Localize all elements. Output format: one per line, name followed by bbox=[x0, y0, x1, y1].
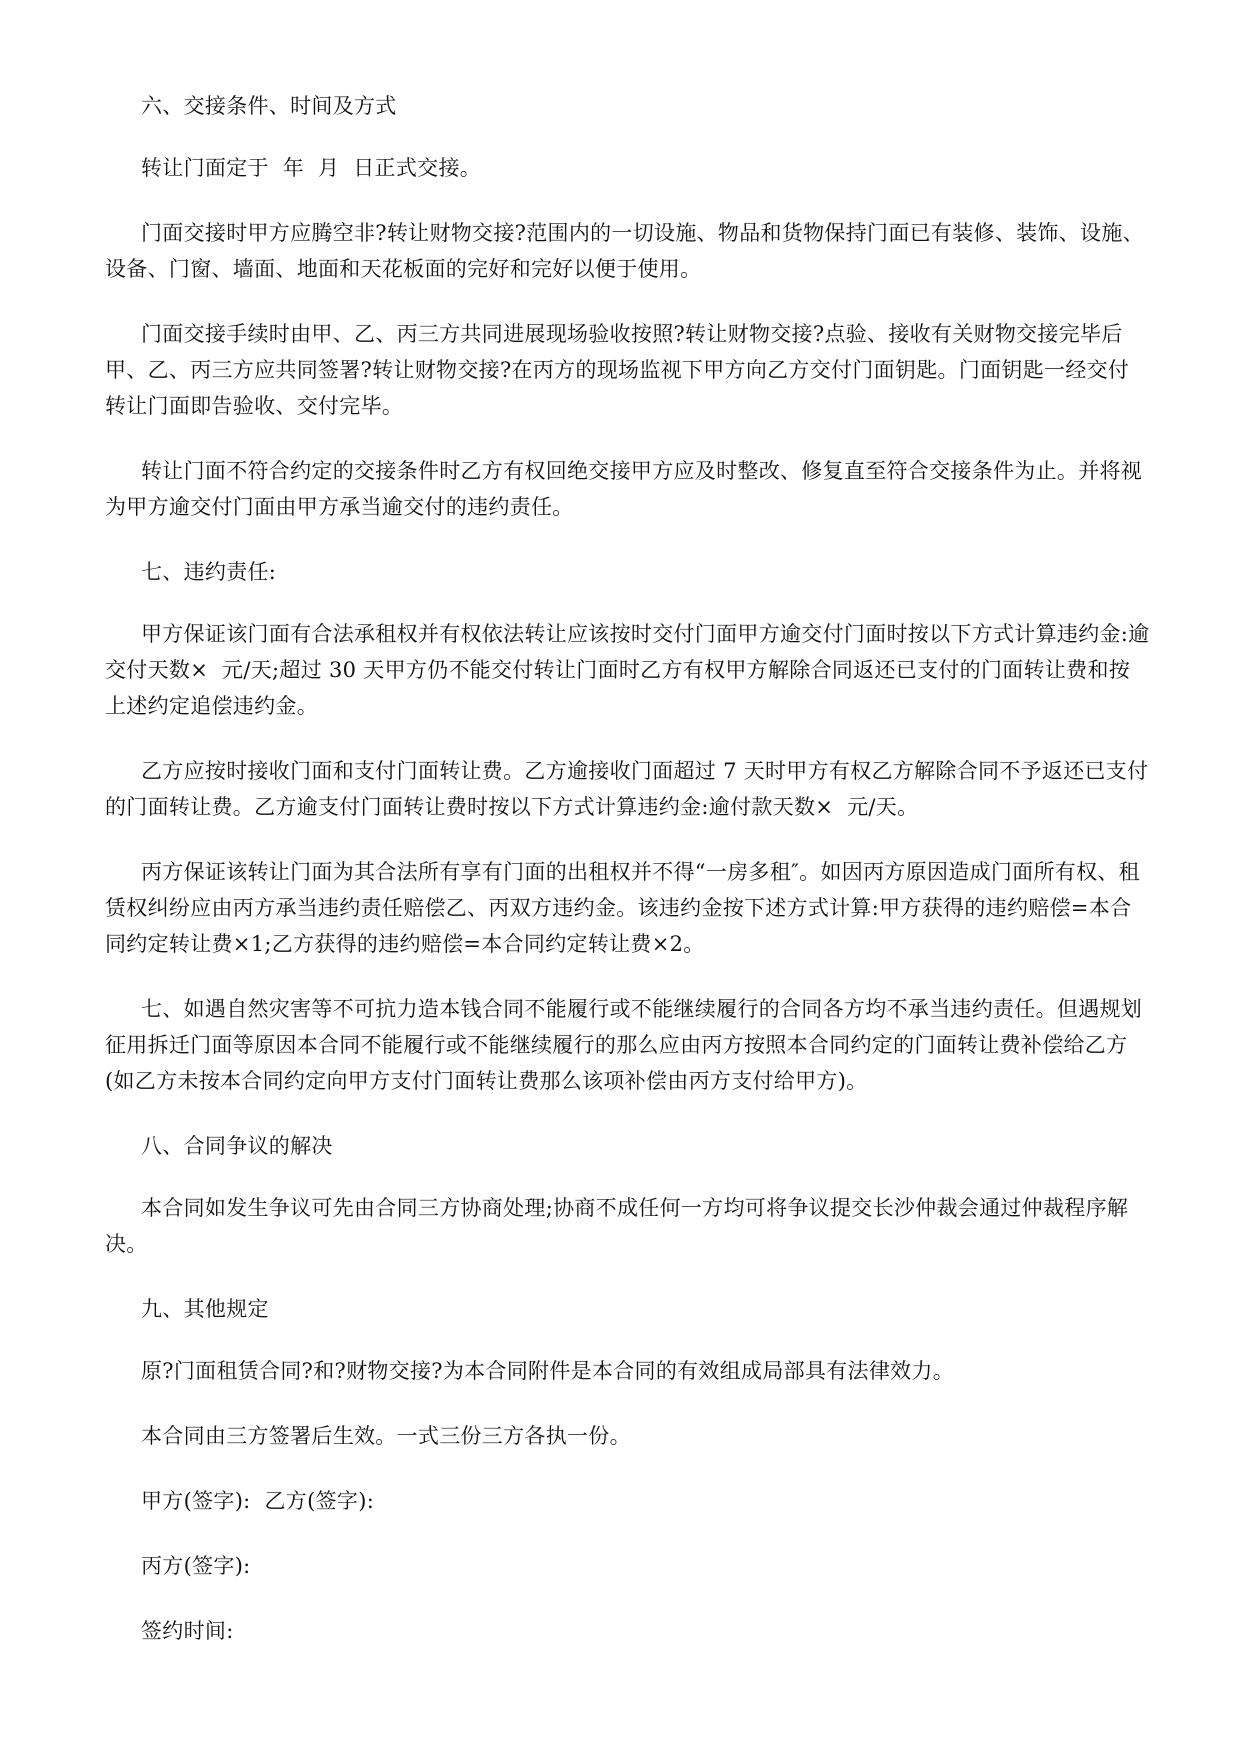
signature-line-party-c: 丙方(签字): bbox=[141, 1554, 251, 1578]
paragraph-handover-noncompliance: 转让门面不符合约定的交接条件时乙方有权回绝交接甲方应及时整改、修复直至符合交接条件为止。并将视为甲方逾交付门面由甲方承当逾交付的违约责任。 bbox=[105, 459, 1143, 519]
paragraph-annexes: 原?门面租赁合同?和?财物交接?为本合同附件是本合同的有效组成局部具有法律效力。 bbox=[141, 1359, 955, 1383]
section-heading-disputes: 八、合同争议的解决 bbox=[141, 1134, 333, 1158]
section-heading-handover: 六、交接条件、时间及方式 bbox=[141, 94, 397, 118]
signing-date-line: 签约时间: bbox=[141, 1619, 234, 1643]
paragraph-liability-party-c: 丙方保证该转让门面为其合法所有享有门面的出租权并不得“一房多租″。如因丙方原因造成门面所有权、租赁权纠纷应由丙方承当违约责任赔偿乙、丙双方违约金。该违约金按下述方式计算:甲方获得的违约赔偿=本合同约定转让费×1;乙方获得的违约赔偿=本合同约定转让费×2。 bbox=[105, 860, 1140, 956]
document-body bbox=[105, 88, 1150, 1678]
paragraph-effectiveness: 本合同由三方签署后生效。一式三份三方各执一份。 bbox=[141, 1424, 631, 1448]
paragraph-force-majeure: 七、如遇自然灾害等不可抗力造本钱合同不能履行或不能继续履行的合同各方均不承当违约责任。但遇规划征用拆迁门面等原因本合同不能履行或不能继续履行的那么应由丙方按照本合同约定的门面转让费补偿给乙方(如乙方未按本合同约定向甲方支付门面转让费那么该项补偿由丙方支付给甲方)。 bbox=[105, 997, 1143, 1093]
paragraph-handover-date: 转让门面定于 年 月 日正式交接。 bbox=[141, 156, 482, 180]
section-heading-other: 九、其他规定 bbox=[141, 1297, 269, 1321]
section-heading-liability: 七、违约责任: bbox=[141, 560, 277, 584]
paragraph-handover-procedure: 门面交接手续时由甲、乙、丙三方共同进展现场验收按照?转让财物交接?点验、接收有关财物交接完毕后甲、乙、丙三方应共同签署?转让财物交接?在丙方的现场监视下甲方向乙方交付门面钥匙。门面钥匙一经交付转让门面即告验收、交付完毕。 bbox=[105, 322, 1130, 418]
paragraph-liability-party-b: 乙方应按时接收门面和支付门面转让费。乙方逾接收门面超过 7 天时甲方有权乙方解除合同不予返还已支付的门面转让费。乙方逾支付门面转让费时按以下方式计算违约金:逾付款天数× 元/天。 bbox=[105, 759, 1149, 819]
signature-line-party-a-b: 甲方(签字): 乙方(签字): bbox=[141, 1489, 375, 1513]
paragraph-liability-party-a: 甲方保证该门面有合法承租权并有权依法转让应该按时交付门面甲方逾交付门面时按以下方式计算违约金:逾交付天数× 元/天;超过 30 天甲方仍不能交付转让门面时乙方有权甲方解除合同返还已支付的门面转让费和按上述约定追偿违约金。 bbox=[105, 622, 1150, 718]
paragraph-handover-vacate: 门面交接时甲方应腾空非?转让财物交接?范围内的一切设施、物品和货物保持门面已有装修、装饰、设施、设备、门窗、墙面、地面和天花板面的完好和完好以便于使用。 bbox=[105, 221, 1144, 281]
paragraph-disputes: 本合同如发生争议可先由合同三方协商处理;协商不成任何一方均可将争议提交长沙仲裁会通过仲裁程序解决。 bbox=[105, 1196, 1129, 1256]
